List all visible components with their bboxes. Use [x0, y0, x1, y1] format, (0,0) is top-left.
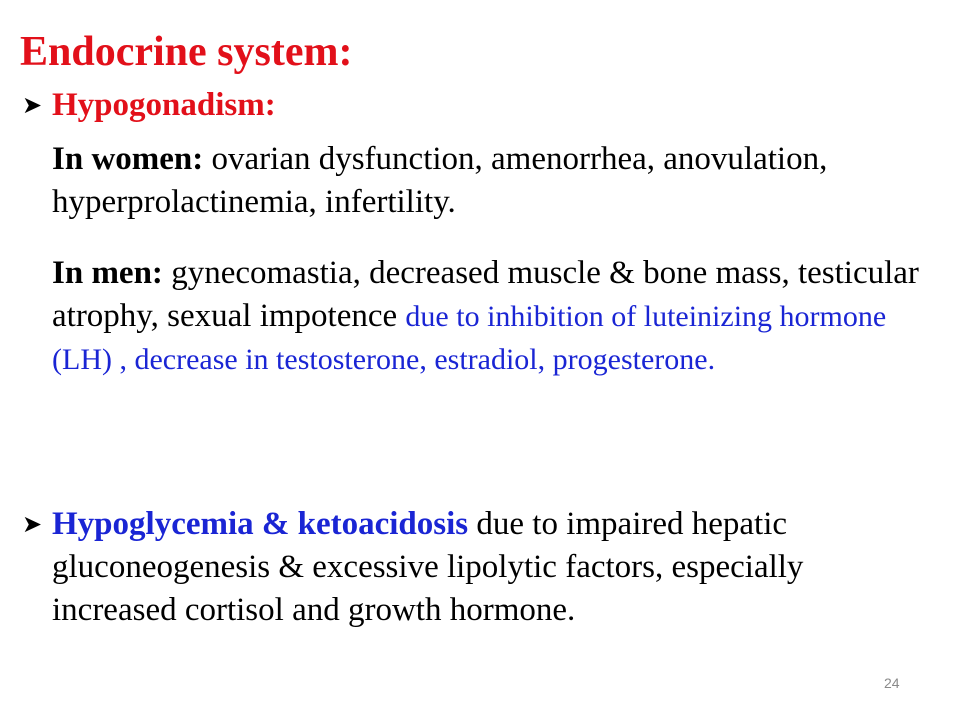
arrowhead-bullet-icon: ➤	[22, 512, 43, 538]
hypogonadism-heading: Hypogonadism:	[52, 87, 276, 123]
women-text: ovarian dysfunction, amenorrhea, anovulation, hyperprolactinemia, infertility.	[52, 141, 828, 220]
men-paragraph	[52, 252, 932, 381]
women-label: In women:	[52, 141, 204, 177]
page-number: 24	[884, 675, 900, 691]
hypoglycemia-heading: Hypoglycemia & ketoacidosis	[52, 506, 469, 542]
hypoglycemia-paragraph	[52, 503, 922, 632]
men-text: gynecomastia, decreased muscle & bone mass, testicular atrophy, sexual impotence	[52, 255, 919, 334]
women-paragraph	[52, 138, 932, 224]
men-label: In men:	[52, 255, 163, 291]
hypoglycemia-text: due to impaired hepatic gluconeogenesis & excessive lipolytic factors, especially increased cortisol and growth hormone.	[52, 506, 804, 628]
bullet-hypoglycemia	[22, 503, 922, 632]
men-cause-text: due to inhibition of luteinizing hormone (LH) , decrease in testosterone, estradiol, progesterone.	[52, 300, 887, 376]
bullet-hypogonadism	[22, 84, 276, 130]
arrowhead-bullet-icon: ➤	[22, 93, 43, 119]
slide-title: Endocrine system:	[20, 29, 353, 75]
